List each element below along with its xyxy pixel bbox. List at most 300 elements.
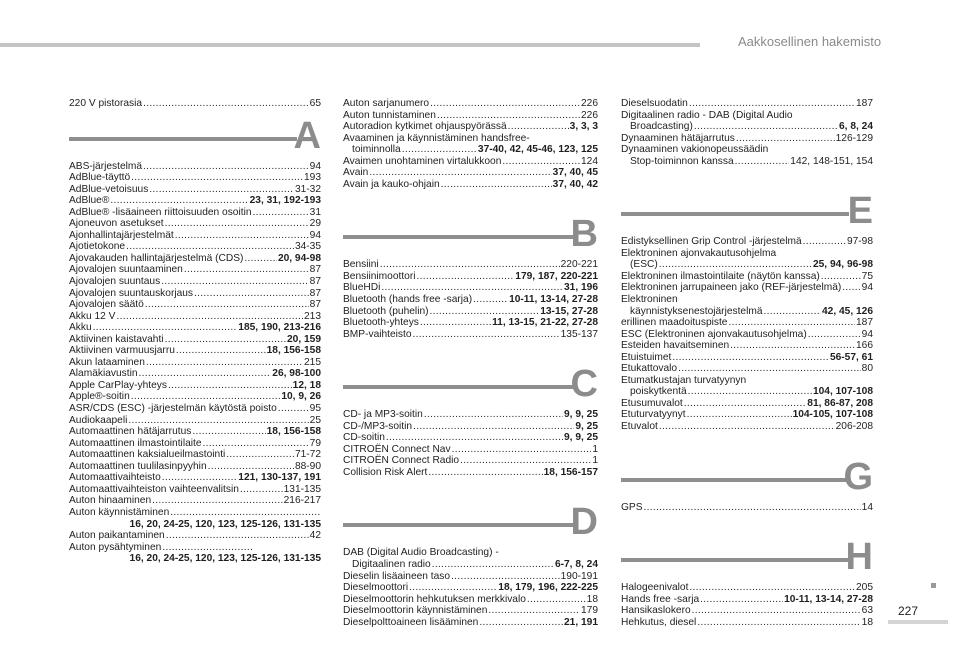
entry-term: Elektroninen ilmastointilaite (näytön kanssa) bbox=[621, 270, 820, 282]
entry-term: BlueHDi bbox=[343, 282, 381, 294]
index-entry bbox=[69, 230, 321, 242]
index-entry bbox=[69, 449, 321, 461]
entry-pages: 179, 187, 220-221 bbox=[515, 270, 598, 282]
entry-term: Automaattinen kaksialueilmastointi bbox=[69, 449, 226, 461]
index-entry bbox=[343, 271, 598, 283]
entry-term: Ajovalojen suuntaus bbox=[69, 276, 161, 288]
index-entry bbox=[343, 329, 598, 341]
index-entry bbox=[69, 195, 321, 207]
entry-pages: 187 bbox=[856, 98, 873, 109]
index-entry bbox=[343, 294, 598, 306]
index-entry bbox=[69, 161, 321, 173]
entry-pages: 9, 25 bbox=[575, 420, 598, 432]
entry-pages: 94 bbox=[309, 160, 321, 172]
index-entry bbox=[621, 294, 873, 317]
index-entry bbox=[343, 594, 598, 606]
index-list-a bbox=[69, 161, 321, 507]
section-rule bbox=[69, 137, 297, 141]
entry-pages: 216-217 bbox=[283, 495, 321, 507]
index-entry bbox=[69, 184, 321, 196]
section-rule bbox=[621, 558, 849, 562]
section-letter: D bbox=[570, 501, 598, 544]
entry-pages: 37-40, 42, 45-46, 123, 125 bbox=[477, 144, 598, 156]
entry-pages: 18 bbox=[586, 593, 598, 605]
entry-pages: 42, 45, 126 bbox=[822, 305, 873, 317]
entry-term: Aktiivinen varmuusjarru bbox=[69, 345, 175, 357]
entry-pages: 142, 148-151, 154 bbox=[790, 155, 873, 167]
entry-term: Avaimen unohtaminen virtalukkoon bbox=[343, 155, 502, 167]
index-entry bbox=[343, 167, 598, 179]
entry-pages: 6-7, 8, 24 bbox=[554, 559, 598, 571]
entry-term: CITROËN Connect Radio bbox=[343, 455, 460, 467]
index-entry bbox=[621, 340, 873, 352]
index-list-top2 bbox=[343, 156, 598, 191]
index-entry bbox=[621, 375, 873, 398]
index-list-b bbox=[343, 259, 598, 340]
section-rule bbox=[621, 212, 849, 216]
entry-pages: 1 bbox=[592, 443, 598, 455]
index-entry bbox=[69, 530, 321, 542]
entry-term: Bluetooth (hands free -sarja) bbox=[343, 294, 473, 306]
index-entry bbox=[69, 484, 321, 496]
index-entry-line1 bbox=[69, 507, 321, 519]
entry-pages: 104-105, 107-108 bbox=[792, 409, 873, 421]
entry-pages: 20, 159 bbox=[287, 333, 321, 345]
index-column-1 bbox=[69, 98, 321, 565]
entry-pages: 10-11, 13-14, 27-28 bbox=[784, 593, 873, 605]
index-entry bbox=[343, 409, 598, 421]
index-entry bbox=[621, 582, 873, 594]
section-header-a bbox=[69, 114, 321, 158]
index-entry bbox=[621, 502, 873, 514]
entry-term: CITROËN Connect Nav bbox=[343, 443, 451, 455]
index-entry bbox=[621, 133, 873, 145]
index-entry bbox=[69, 264, 321, 276]
entry-term: Etuvalot bbox=[621, 421, 658, 433]
entry-term: Apple®-soitin bbox=[69, 391, 130, 403]
index-entry bbox=[69, 334, 321, 346]
index-entry bbox=[69, 288, 321, 300]
entry-pages: 29 bbox=[309, 218, 321, 230]
entry-term: DAB (Digital Audio Broadcasting) - bbox=[343, 547, 499, 559]
index-entry bbox=[69, 207, 321, 219]
index-entry bbox=[69, 461, 321, 473]
entry-pages: 126-129 bbox=[835, 132, 873, 144]
entry-term: Avain ja kauko-ohjain bbox=[343, 178, 440, 190]
section-header-e bbox=[621, 189, 873, 233]
entry-term: Elektroninen bbox=[621, 294, 678, 306]
entry-term: Esteiden havaitseminen bbox=[621, 340, 730, 352]
entry-term: Aktiivinen kaistavahti bbox=[69, 333, 164, 345]
index-list-d bbox=[343, 571, 598, 629]
index-entry bbox=[69, 472, 321, 484]
entry-term: Halogeenivalot bbox=[621, 582, 689, 594]
entry-term: AdBlue® bbox=[69, 195, 110, 207]
entry-pages: 95 bbox=[309, 403, 321, 415]
index-list-pre bbox=[69, 98, 321, 110]
entry-term: Apple CarPlay-yhteys bbox=[69, 379, 167, 391]
index-entry bbox=[343, 432, 598, 444]
entry-term: Auton pysähtyminen bbox=[69, 541, 162, 553]
index-entry bbox=[343, 317, 598, 329]
entry-pages: 75 bbox=[861, 270, 873, 282]
entry-pages: 14 bbox=[861, 501, 873, 513]
entry-pages: 12, 18 bbox=[292, 379, 321, 391]
section-letter: B bbox=[570, 213, 598, 256]
index-entry bbox=[69, 218, 321, 230]
section-letter: A bbox=[293, 114, 321, 157]
entry-term: Akku 12 V bbox=[69, 310, 116, 322]
index-entry-line2 bbox=[343, 144, 598, 156]
index-entry-line2 bbox=[621, 156, 873, 168]
header-rule bbox=[0, 43, 700, 47]
entry-term: Etukattovalo bbox=[621, 363, 678, 375]
entry-term: Elektroninen jarrupaineen jako (REF-järjestelmä) bbox=[621, 282, 842, 294]
entry-pages: 31 bbox=[309, 206, 321, 218]
entry-term-cont: poiskytkentä bbox=[630, 386, 687, 398]
entry-pages: 79 bbox=[309, 437, 321, 449]
entry-pages: 226 bbox=[581, 98, 598, 109]
entry-term: AdBlue-vetoisuus bbox=[69, 183, 149, 195]
entry-term: CD-soitin bbox=[343, 432, 385, 444]
entry-term: Avaaminen ja käynnistäminen handsfree- bbox=[343, 132, 530, 144]
entry-term: Auton sarjanumero bbox=[343, 98, 430, 109]
index-entry bbox=[621, 363, 873, 375]
entry-term: Bensiini bbox=[343, 259, 379, 271]
section-rule bbox=[343, 385, 574, 389]
index-entry bbox=[69, 322, 321, 334]
index-list-e-end bbox=[621, 398, 873, 433]
entry-term: Ajonhallintajärjestelmät bbox=[69, 229, 174, 241]
index-entry bbox=[69, 368, 321, 380]
index-entry bbox=[343, 282, 598, 294]
index-entry bbox=[621, 421, 873, 433]
index-entry bbox=[343, 421, 598, 433]
index-entry bbox=[69, 380, 321, 392]
entry-pages: 18 bbox=[861, 616, 873, 628]
entry-pages: 71-72 bbox=[294, 449, 321, 461]
entry-pages: 124 bbox=[581, 155, 598, 167]
entry-term: Akku bbox=[69, 322, 92, 334]
entry-pages: 226 bbox=[581, 109, 598, 121]
index-list-g bbox=[621, 502, 873, 514]
index-entry bbox=[343, 110, 598, 122]
entry-pages: 135-137 bbox=[560, 328, 598, 340]
index-entry-line2 bbox=[621, 121, 873, 133]
entry-pages: 81, 86-87, 208 bbox=[807, 397, 873, 409]
entry-term: Collision Risk Alert bbox=[343, 466, 428, 478]
entry-pages: 1 bbox=[592, 455, 598, 467]
index-entry bbox=[621, 605, 873, 617]
index-entry bbox=[343, 98, 598, 110]
entry-term: Dieselmoottori bbox=[343, 582, 409, 594]
index-entry bbox=[69, 357, 321, 369]
index-entry bbox=[621, 594, 873, 606]
section-rule bbox=[343, 235, 574, 239]
index-entry-line1 bbox=[69, 542, 321, 554]
index-entry bbox=[343, 547, 598, 570]
entry-term: Ajovalojen säätö bbox=[69, 299, 144, 311]
index-entry-line2 bbox=[621, 306, 873, 318]
index-entry bbox=[343, 121, 598, 133]
section-header-c bbox=[343, 362, 598, 406]
entry-term: Dieselmoottorin hehkutuksen merkkivalo bbox=[343, 593, 526, 605]
index-entry bbox=[69, 415, 321, 427]
footer-rule bbox=[888, 620, 948, 624]
section-letter: C bbox=[570, 363, 598, 406]
entry-pages: 16, 20, 24-25, 120, 123, 125-126, 131-135 bbox=[129, 518, 321, 530]
entry-term-cont: (ESC) bbox=[630, 259, 658, 271]
index-entry bbox=[343, 179, 598, 191]
entry-term: 220 V pistorasia bbox=[69, 98, 143, 109]
entry-pages: 104, 107-108 bbox=[812, 386, 873, 398]
index-entry bbox=[343, 444, 598, 456]
entry-term: Digitaalinen radio - DAB (Digital Audio bbox=[621, 109, 793, 121]
entry-term: AdBlue-täyttö bbox=[69, 172, 131, 184]
index-entry bbox=[69, 172, 321, 184]
entry-term: Edistyksellinen Grip Control -järjestelmä bbox=[621, 236, 802, 248]
entry-pages: 25, 94, 96-98 bbox=[812, 259, 873, 271]
entry-pages: 193 bbox=[304, 172, 321, 184]
index-entry bbox=[69, 345, 321, 357]
entry-pages: 94 bbox=[861, 328, 873, 340]
index-list-h bbox=[621, 582, 873, 628]
index-entry bbox=[621, 409, 873, 421]
entry-pages: 34-35 bbox=[294, 241, 321, 253]
entry-term: Audiokaapeli bbox=[69, 414, 128, 426]
page-number: 227 bbox=[898, 604, 919, 618]
entry-pages: 18, 156-157 bbox=[543, 466, 598, 478]
entry-pages: 10, 9, 26 bbox=[281, 391, 321, 403]
index-entry bbox=[621, 282, 873, 294]
index-entry bbox=[621, 271, 873, 283]
entry-term: AdBlue® -lisäaineen riittoisuuden osoitin bbox=[69, 206, 252, 218]
entry-term: Dieselsuodatin bbox=[621, 98, 688, 109]
index-entry bbox=[343, 571, 598, 583]
index-entry-line2 bbox=[343, 559, 598, 571]
entry-term: Bluetooth-yhteys bbox=[343, 317, 419, 329]
section-letter: H bbox=[845, 536, 873, 579]
entry-pages: 87 bbox=[309, 276, 321, 288]
index-entry bbox=[343, 455, 598, 467]
entry-term: Ajotietokone bbox=[69, 241, 126, 253]
entry-pages: 131-135 bbox=[283, 483, 321, 495]
entry-term: Etuturvatyynyt bbox=[621, 409, 686, 421]
entry-pages: 20, 94-98 bbox=[277, 252, 321, 264]
entry-pages: 87 bbox=[309, 299, 321, 311]
entry-term: Dieselin lisäaineen taso bbox=[343, 570, 451, 582]
entry-term: Auton hinaaminen bbox=[69, 495, 152, 507]
page-header-title: Aakkosellinen hakemisto bbox=[738, 34, 882, 49]
entry-pages: 205 bbox=[856, 582, 873, 594]
index-entry bbox=[69, 438, 321, 450]
entry-term: Dynaaminen vakionopeussäädin bbox=[621, 144, 769, 156]
index-entry bbox=[343, 582, 598, 594]
entry-term-cont: Broadcasting) bbox=[630, 121, 693, 133]
index-entry-line2 bbox=[621, 259, 873, 271]
section-rule bbox=[343, 523, 574, 527]
entry-pages: 13-15, 27-28 bbox=[540, 305, 598, 317]
index-entry bbox=[621, 617, 873, 629]
index-entry bbox=[69, 241, 321, 253]
entry-pages: 23, 31, 192-193 bbox=[249, 195, 321, 207]
entry-term: Dieselpolttoaineen lisääminen bbox=[343, 616, 479, 628]
entry-pages: 87 bbox=[309, 287, 321, 299]
index-list-e-mid bbox=[621, 271, 873, 294]
entry-term: Dieselmoottorin käynnistäminen bbox=[343, 605, 488, 617]
entry-term: GPS bbox=[621, 501, 643, 513]
entry-term: Elektroninen ajonvakautusohjelma bbox=[621, 247, 777, 259]
entry-term-cont: Stop-toiminnon kanssa bbox=[630, 155, 734, 167]
entry-pages: 94 bbox=[861, 282, 873, 294]
entry-pages: 18, 156-158 bbox=[266, 345, 321, 357]
index-entry bbox=[621, 352, 873, 364]
section-letter: G bbox=[843, 455, 873, 498]
index-entry bbox=[621, 317, 873, 329]
section-letter: E bbox=[847, 190, 873, 233]
entry-term: Etuistuimet bbox=[621, 351, 672, 363]
section-header-d bbox=[343, 500, 598, 544]
entry-pages: 63 bbox=[861, 605, 873, 617]
entry-pages: 56-57, 61 bbox=[829, 351, 873, 363]
entry-pages: 65 bbox=[309, 98, 321, 109]
entry-pages: 18, 156-158 bbox=[266, 426, 321, 438]
entry-term: BMP-vaihteisto bbox=[343, 328, 412, 340]
section-rule bbox=[621, 478, 849, 482]
entry-pages: 187 bbox=[856, 317, 873, 329]
index-list-e-mid2 bbox=[621, 317, 873, 375]
entry-pages: 31, 196 bbox=[564, 282, 598, 294]
entry-pages: 6, 8, 24 bbox=[839, 121, 873, 133]
entry-term: Auton paikantaminen bbox=[69, 530, 165, 542]
index-entry-line2 bbox=[69, 553, 321, 565]
index-entry bbox=[343, 156, 598, 168]
entry-pages: 97-98 bbox=[846, 236, 873, 248]
index-entry bbox=[69, 276, 321, 288]
entry-term: Automaattinen tuulilasinpyyhin bbox=[69, 460, 207, 472]
index-entry bbox=[621, 236, 873, 248]
index-list-top bbox=[343, 98, 598, 133]
entry-pages: 9, 9, 25 bbox=[564, 432, 598, 444]
entry-pages: 121, 130-137, 191 bbox=[238, 472, 321, 484]
entry-term: Etusumuvalot bbox=[621, 397, 683, 409]
entry-pages: 9, 9, 25 bbox=[564, 409, 598, 421]
entry-term: Ajovalojen suuntaaminen bbox=[69, 264, 183, 276]
index-entry bbox=[621, 98, 873, 110]
entry-term: ESC (Elektroninen ajonvakautusohjelma) bbox=[621, 328, 807, 340]
entry-term: Automaattivaihteiston vaihteenvalitsin bbox=[69, 483, 239, 495]
entry-term: Ajoneuvon asetukset bbox=[69, 218, 164, 230]
index-entry bbox=[69, 98, 321, 110]
entry-term: Automaattinen hätäjarrutus bbox=[69, 426, 192, 438]
index-entry bbox=[69, 507, 321, 530]
entry-pages: 220-221 bbox=[560, 259, 598, 271]
entry-pages: 215 bbox=[304, 356, 321, 368]
index-entry bbox=[621, 144, 873, 167]
index-entry bbox=[69, 495, 321, 507]
index-entry bbox=[69, 253, 321, 265]
index-entry-line2 bbox=[621, 386, 873, 398]
entry-pages: 213 bbox=[304, 310, 321, 322]
entry-term: Ajovalojen suuntauskorjaus bbox=[69, 287, 194, 299]
entry-pages: 26, 98-100 bbox=[272, 368, 321, 380]
entry-term: Avain bbox=[343, 167, 369, 179]
section-header-h bbox=[621, 535, 873, 579]
entry-term: Automaattinen ilmastointilaite bbox=[69, 437, 202, 449]
entry-pages: 88-90 bbox=[294, 460, 321, 472]
entry-term: ABS-järjestelmä bbox=[69, 160, 143, 172]
index-entry bbox=[343, 259, 598, 271]
index-entry bbox=[343, 467, 598, 479]
entry-pages: 31-32 bbox=[294, 183, 321, 195]
section-header-b bbox=[343, 212, 598, 256]
entry-term: Auton käynnistäminen bbox=[69, 506, 170, 518]
entry-term: Automaattivaihteisto bbox=[69, 472, 161, 484]
index-entry bbox=[621, 110, 873, 133]
entry-term: Etumatkustajan turvatyynyn bbox=[621, 374, 747, 386]
entry-pages: 185, 190, 213-216 bbox=[238, 322, 321, 334]
index-column-2 bbox=[343, 98, 598, 628]
entry-term: CD- ja MP3-soitin bbox=[343, 409, 423, 421]
entry-pages: 87 bbox=[309, 264, 321, 276]
entry-pages: 37, 40, 42 bbox=[552, 178, 598, 190]
section-header-g bbox=[621, 455, 873, 499]
index-entry bbox=[343, 605, 598, 617]
index-entry bbox=[69, 391, 321, 403]
entry-pages: 10-11, 13-14, 27-28 bbox=[509, 294, 598, 306]
entry-pages: 37, 40, 45 bbox=[552, 167, 598, 179]
entry-term: Auton tunnistaminen bbox=[343, 109, 436, 121]
index-entry bbox=[69, 426, 321, 438]
entry-pages: 179 bbox=[581, 605, 598, 617]
entry-pages: 18, 179, 196, 222-225 bbox=[498, 582, 598, 594]
entry-pages: 80 bbox=[861, 363, 873, 375]
index-entry bbox=[621, 248, 873, 271]
entry-term: Alamäkiavustin bbox=[69, 368, 138, 380]
index-list-c bbox=[343, 409, 598, 478]
entry-term: Ajovakauden hallintajärjestelmä (CDS) bbox=[69, 252, 244, 264]
entry-term: erillinen maadoituspiste bbox=[621, 317, 728, 329]
index-column-3 bbox=[621, 98, 873, 628]
entry-term: Autoradion kytkimet ohjauspyörässä bbox=[343, 121, 507, 133]
entry-term: Bensiinimoottori bbox=[343, 270, 416, 282]
index-entry bbox=[343, 617, 598, 629]
entry-term: Bluetooth (puhelin) bbox=[343, 305, 429, 317]
index-entry-line2 bbox=[69, 519, 321, 531]
entry-term-cont: käynnistyksenestojärjestelmä bbox=[630, 305, 763, 317]
page-marker bbox=[931, 583, 936, 588]
entry-pages: 25 bbox=[309, 414, 321, 426]
index-entry bbox=[69, 311, 321, 323]
entry-term-cont: Digitaalinen radio bbox=[352, 559, 431, 571]
entry-term: ASR/CDS (ESC) -järjestelmän käytöstä poisto bbox=[69, 403, 277, 415]
index-entry bbox=[69, 299, 321, 311]
entry-term: Hands free -sarja bbox=[621, 593, 700, 605]
entry-pages: 166 bbox=[856, 340, 873, 352]
entry-term: Akun lataaminen bbox=[69, 356, 145, 368]
entry-pages: 42 bbox=[309, 530, 321, 542]
entry-term: Dynaaminen hätäjarrutus bbox=[621, 132, 735, 144]
entry-pages: 21, 191 bbox=[564, 616, 598, 628]
entry-pages: 206-208 bbox=[835, 421, 873, 433]
entry-pages: 16, 20, 24-25, 120, 123, 125-126, 131-135 bbox=[129, 553, 321, 565]
index-entry bbox=[343, 133, 598, 156]
entry-term: CD-/MP3-soitin bbox=[343, 420, 413, 432]
index-entry bbox=[69, 542, 321, 565]
entry-term: Hansikaslokero bbox=[621, 605, 691, 617]
entry-pages: 190-191 bbox=[560, 570, 598, 582]
index-entry bbox=[621, 398, 873, 410]
